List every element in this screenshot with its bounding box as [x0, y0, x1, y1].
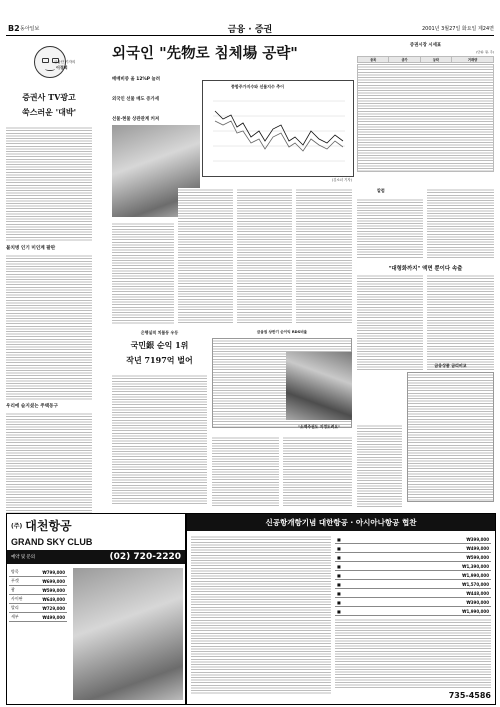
photo-story-body [357, 424, 402, 508]
ad-left-brand-en: GRAND SKY CLUB [11, 537, 93, 547]
header-change: 등락 [420, 57, 451, 63]
header-name: 종목 [358, 57, 389, 63]
list-item: 푸켓 ₩699,000 [9, 577, 67, 586]
list-item: 세부 ₩499,000 [9, 613, 67, 622]
bank-story [112, 330, 207, 508]
main-deck-3: 선물·현물 상관관계 커져 [112, 117, 160, 122]
sidebar-body-2 [427, 188, 494, 258]
ad-right [186, 513, 496, 705]
column-subhead-2: 우리에 슬지셨는 주택동구 [6, 404, 59, 409]
index-chart [202, 80, 354, 177]
rate-table-block [407, 363, 494, 503]
column-body-2 [6, 254, 92, 400]
header-volume: 거래량 [452, 57, 494, 63]
issue-date: 2001년 3월27일 화요일 제24면 [421, 26, 494, 32]
main-headline: 외국인 "先物로 침체場 공략" [112, 45, 298, 62]
market-table-title: 증권시장 시세표 [409, 43, 442, 48]
caricature-name: 이경희 [56, 65, 68, 70]
market-table-unit: (단위: 원, 주) [476, 50, 494, 54]
sidebar-quote: "대형화까지" 액면 뿐이다 속출 [388, 266, 463, 272]
ad-left [6, 513, 186, 705]
list-item: ■ ₩499,000 [335, 544, 491, 553]
sidebar-body-4 [427, 274, 494, 372]
list-item: ■ ₩1,390,000 [335, 562, 491, 571]
section-title: 금융 · 증권 [227, 25, 273, 35]
market-table-block [357, 42, 494, 182]
ad-right-price-column [335, 535, 491, 700]
header-close: 종가 [389, 57, 420, 63]
column-body-3 [6, 412, 92, 518]
table-header-row [358, 57, 494, 63]
list-item: ■ ₩1,570,000 [335, 580, 491, 589]
market-table [357, 56, 494, 63]
bank-headline-1: 국민銀 순익 1위 [130, 340, 189, 350]
column-title-1: 증권사 TV광고 [22, 92, 76, 102]
column-subhead-1: 불치병 인기 미인계 팔판 [6, 246, 56, 251]
main-body-4 [296, 188, 352, 324]
chart-byline: (김소녀 기자) [331, 178, 352, 182]
ad-left-phone-band [7, 550, 185, 564]
masthead-rule [6, 35, 494, 36]
ad-right-details [335, 618, 491, 688]
ad-right-phone: 735-4586 [448, 691, 491, 700]
column-body-1 [6, 126, 92, 242]
main-body-3 [237, 188, 292, 324]
sidebar-body-3 [357, 274, 423, 372]
sidebar-kicker: 칼럼 [377, 188, 385, 193]
ad-left-phone-label: 예약 및 문의 [11, 555, 35, 560]
list-item: ■ ₩1,990,000 [335, 607, 491, 616]
main-body-1 [112, 222, 174, 324]
main-deck-1: 매매비중 올 12%P 늘려 [112, 77, 161, 82]
column-section [6, 42, 92, 504]
photo-story-image [286, 352, 352, 420]
sidebar-body-1 [357, 198, 423, 258]
list-item: 발리 ₩729,000 [9, 604, 67, 613]
main-decks [112, 70, 200, 130]
list-item: 방콕 ₩799,000 [9, 568, 67, 577]
bank-table-title: 금융권 상반기 순이익 RDS비율 [256, 330, 308, 334]
main-deck-2: 외국인 선물 매도 증가세 [112, 97, 160, 102]
ad-left-phone: (02) 720-2220 [109, 552, 181, 562]
bank-body [112, 374, 207, 504]
caricature-caption: 금융단 기자의 [54, 60, 76, 64]
ad-left-brand: 대천항공 [25, 519, 72, 533]
ad-left-model-photo [73, 568, 183, 700]
bank-kicker: 은행실적 치불동 우등 [140, 330, 179, 335]
ad-left-price-list [7, 568, 69, 700]
list-item: ■ ₩390,000 [335, 598, 491, 607]
market-table-rows [357, 64, 494, 172]
list-item: ■ ₩1,990,000 [335, 571, 491, 580]
photo-story-caption: "소액주권도 지정도려요" [298, 424, 340, 429]
rate-table [407, 372, 494, 502]
list-item: 사이판 ₩649,000 [9, 595, 67, 604]
caricature [6, 42, 92, 88]
chart-title: 종합주가지수와 선물지수 추이 [231, 84, 285, 89]
bank-body-3 [283, 436, 352, 508]
main-body-2 [178, 188, 233, 324]
list-item: ■ ₩599,000 [335, 553, 491, 562]
bank-body-2 [212, 436, 279, 508]
list-item: ■ ₩448,000 [335, 589, 491, 598]
paper-name: 동아일보 [20, 26, 40, 32]
ad-left-brand-prefix: (주) [11, 523, 23, 530]
list-item: ■ ₩399,000 [335, 535, 491, 544]
chart-lines [203, 81, 353, 176]
futures-line [215, 121, 343, 151]
column-title-2: 쑥스러운 '대박' [21, 107, 77, 117]
page-number: B2 [8, 24, 20, 33]
ad-right-tour-list [191, 535, 331, 695]
list-item: 괌 ₩599,000 [9, 586, 67, 595]
ad-right-headline: 신공항개항기념 대한항공 · 아시아나항공 협찬 [187, 514, 495, 531]
rate-table-title: 금융상품 금리비교 [434, 363, 467, 368]
bank-headline-2: 작년 7197억 벌어 [126, 355, 193, 365]
